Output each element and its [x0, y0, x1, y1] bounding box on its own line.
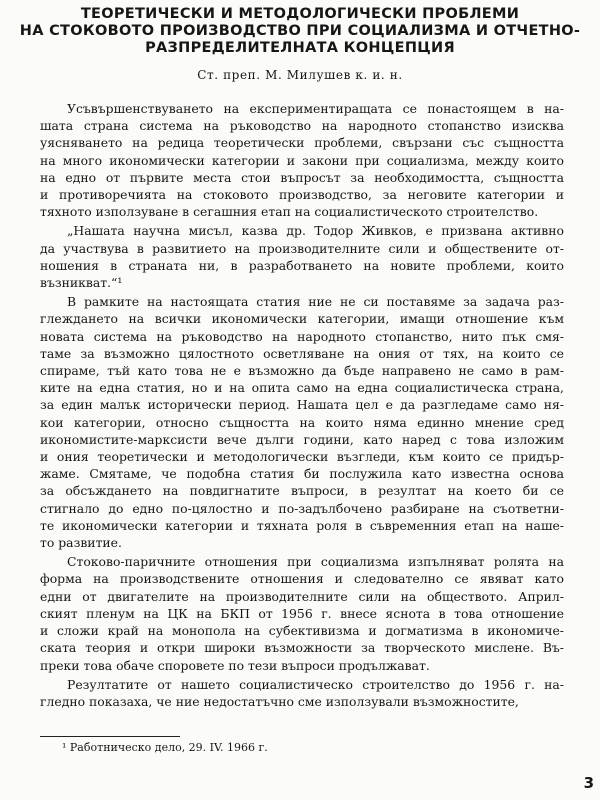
text-line: и ония теоретически и методологически възгледи, към които се придър-: [40, 449, 564, 465]
paragraph: [40, 293, 564, 551]
text-line: то развитие.: [40, 535, 122, 551]
text-line: ският пленум на ЦК на БКП от 1956 г. внесе яснота в това отношение: [40, 605, 564, 621]
article-title-line-3: РАЗПРЕДЕЛИТЕЛНАТА КОНЦЕПЦИЯ: [145, 40, 455, 56]
text-line: жаме. Смятаме, че подобна статия би послужила като известна основа: [40, 466, 564, 482]
text-line: на много икономически категории и закони при социализма, между които: [40, 152, 564, 168]
text-line: преки това обаче споровете по тези въпроси продължават.: [40, 657, 430, 673]
text-line: за обсъждането на повдигнатите въпроси, в резултат на което би се: [40, 483, 564, 499]
text-line: ношения в страната ни, в разработването на новите проблеми, които: [40, 257, 564, 273]
article-body: [40, 100, 564, 712]
text-line: и противоречията на стоковото производство, за неговите категории и: [40, 187, 564, 203]
text-line: форма на производствените отношения и следователно се явяват като: [40, 571, 564, 587]
page-number: 3: [583, 774, 594, 792]
footnote-divider: [40, 736, 180, 737]
text-line: Резултатите от нашето социалистическо строителство до 1956 г. на-: [67, 676, 564, 692]
text-line: на едно от първите места стои въпросът за необходимостта, същността: [40, 169, 564, 185]
text-line: тяхното използуване в сегашния етап на социалистическото строителство.: [40, 204, 539, 220]
text-line: „Нашата научна мисъл, казва др. Тодор Живков, е призвана активно: [67, 223, 564, 239]
text-line: да участвува в развитието на производителните сили и обществените от-: [40, 240, 564, 256]
text-line: едни от двигателите на производителните сили на обществото. Април-: [40, 588, 564, 604]
text-line: ките на една статия, но и на опита само на една социалистическа страна,: [40, 380, 564, 396]
text-line: спираме, тъй като това не е възможно да бъде направено не само в рам-: [40, 363, 564, 379]
text-line: Стоково-паричните отношения при социализма изпълняват ролята на: [67, 554, 564, 570]
article-title-line-1: ТЕОРЕТИЧЕСКИ И МЕТОДОЛОГИЧЕСКИ ПРОБЛЕМИ: [80, 6, 520, 22]
text-line: Усъвършенствуването на експериментиращата се понастоящем в на-: [67, 101, 564, 116]
text-line: кои категории, относно същността на които няма единно мнение сред: [40, 414, 564, 430]
article-header: [0, 6, 600, 83]
article-title-line-2: НА СТОКОВОТО ПРОИЗВОДСТВО ПРИ СОЦИАЛИЗМА И ОТЧЕТНО-: [19, 23, 581, 39]
paragraph: [40, 676, 564, 710]
text-line: уясняването на редица теоретически проблеми, свързани със същността: [40, 135, 564, 151]
text-line: гледно показаха, че ние недостатъчно сме използували възможностите,: [40, 693, 519, 709]
text-line: таме за възможно цялостното осветляване на ония от тях, на които се: [40, 345, 564, 361]
footnote: ¹ Работническо дело, 29. IV. 1966 г.: [62, 741, 268, 754]
text-line: новата система на ръководство на народното стопанство, нито пък смя-: [40, 328, 564, 344]
text-line: възникват.“¹: [40, 275, 123, 291]
text-line: ската теория и откри широки възможности за творческото мислене. Въ-: [40, 640, 564, 656]
text-line: икономистите-марксисти вече дълги години, като наред с това изложим: [40, 431, 564, 447]
paragraph: [40, 222, 564, 291]
text-line: и сложи край на монопола на субективизма и догматизма в икономиче-: [40, 623, 564, 639]
text-line: глеждането на всички икономически категории, имащи отношение към: [40, 311, 564, 327]
text-line: те икономически категории и тяхната роля в съвременния етап на наше-: [40, 517, 564, 533]
text-line: В рамките на настоящата статия ние не си поставяме за задача раз-: [67, 294, 564, 310]
paragraph: [40, 553, 564, 673]
paragraph: [40, 100, 564, 220]
text-line: за един малък исторически период. Нашата цел е да разгледаме само ня-: [40, 397, 564, 413]
text-line: стигнало до едно по-цялостно и по-задълбочено разбиране на съответни-: [40, 500, 564, 516]
text-line: шата страна система на ръководство на народното стопанство изисква: [40, 118, 564, 134]
author-byline: Ст. преп. М. Милушев к. и. н.: [197, 68, 403, 82]
